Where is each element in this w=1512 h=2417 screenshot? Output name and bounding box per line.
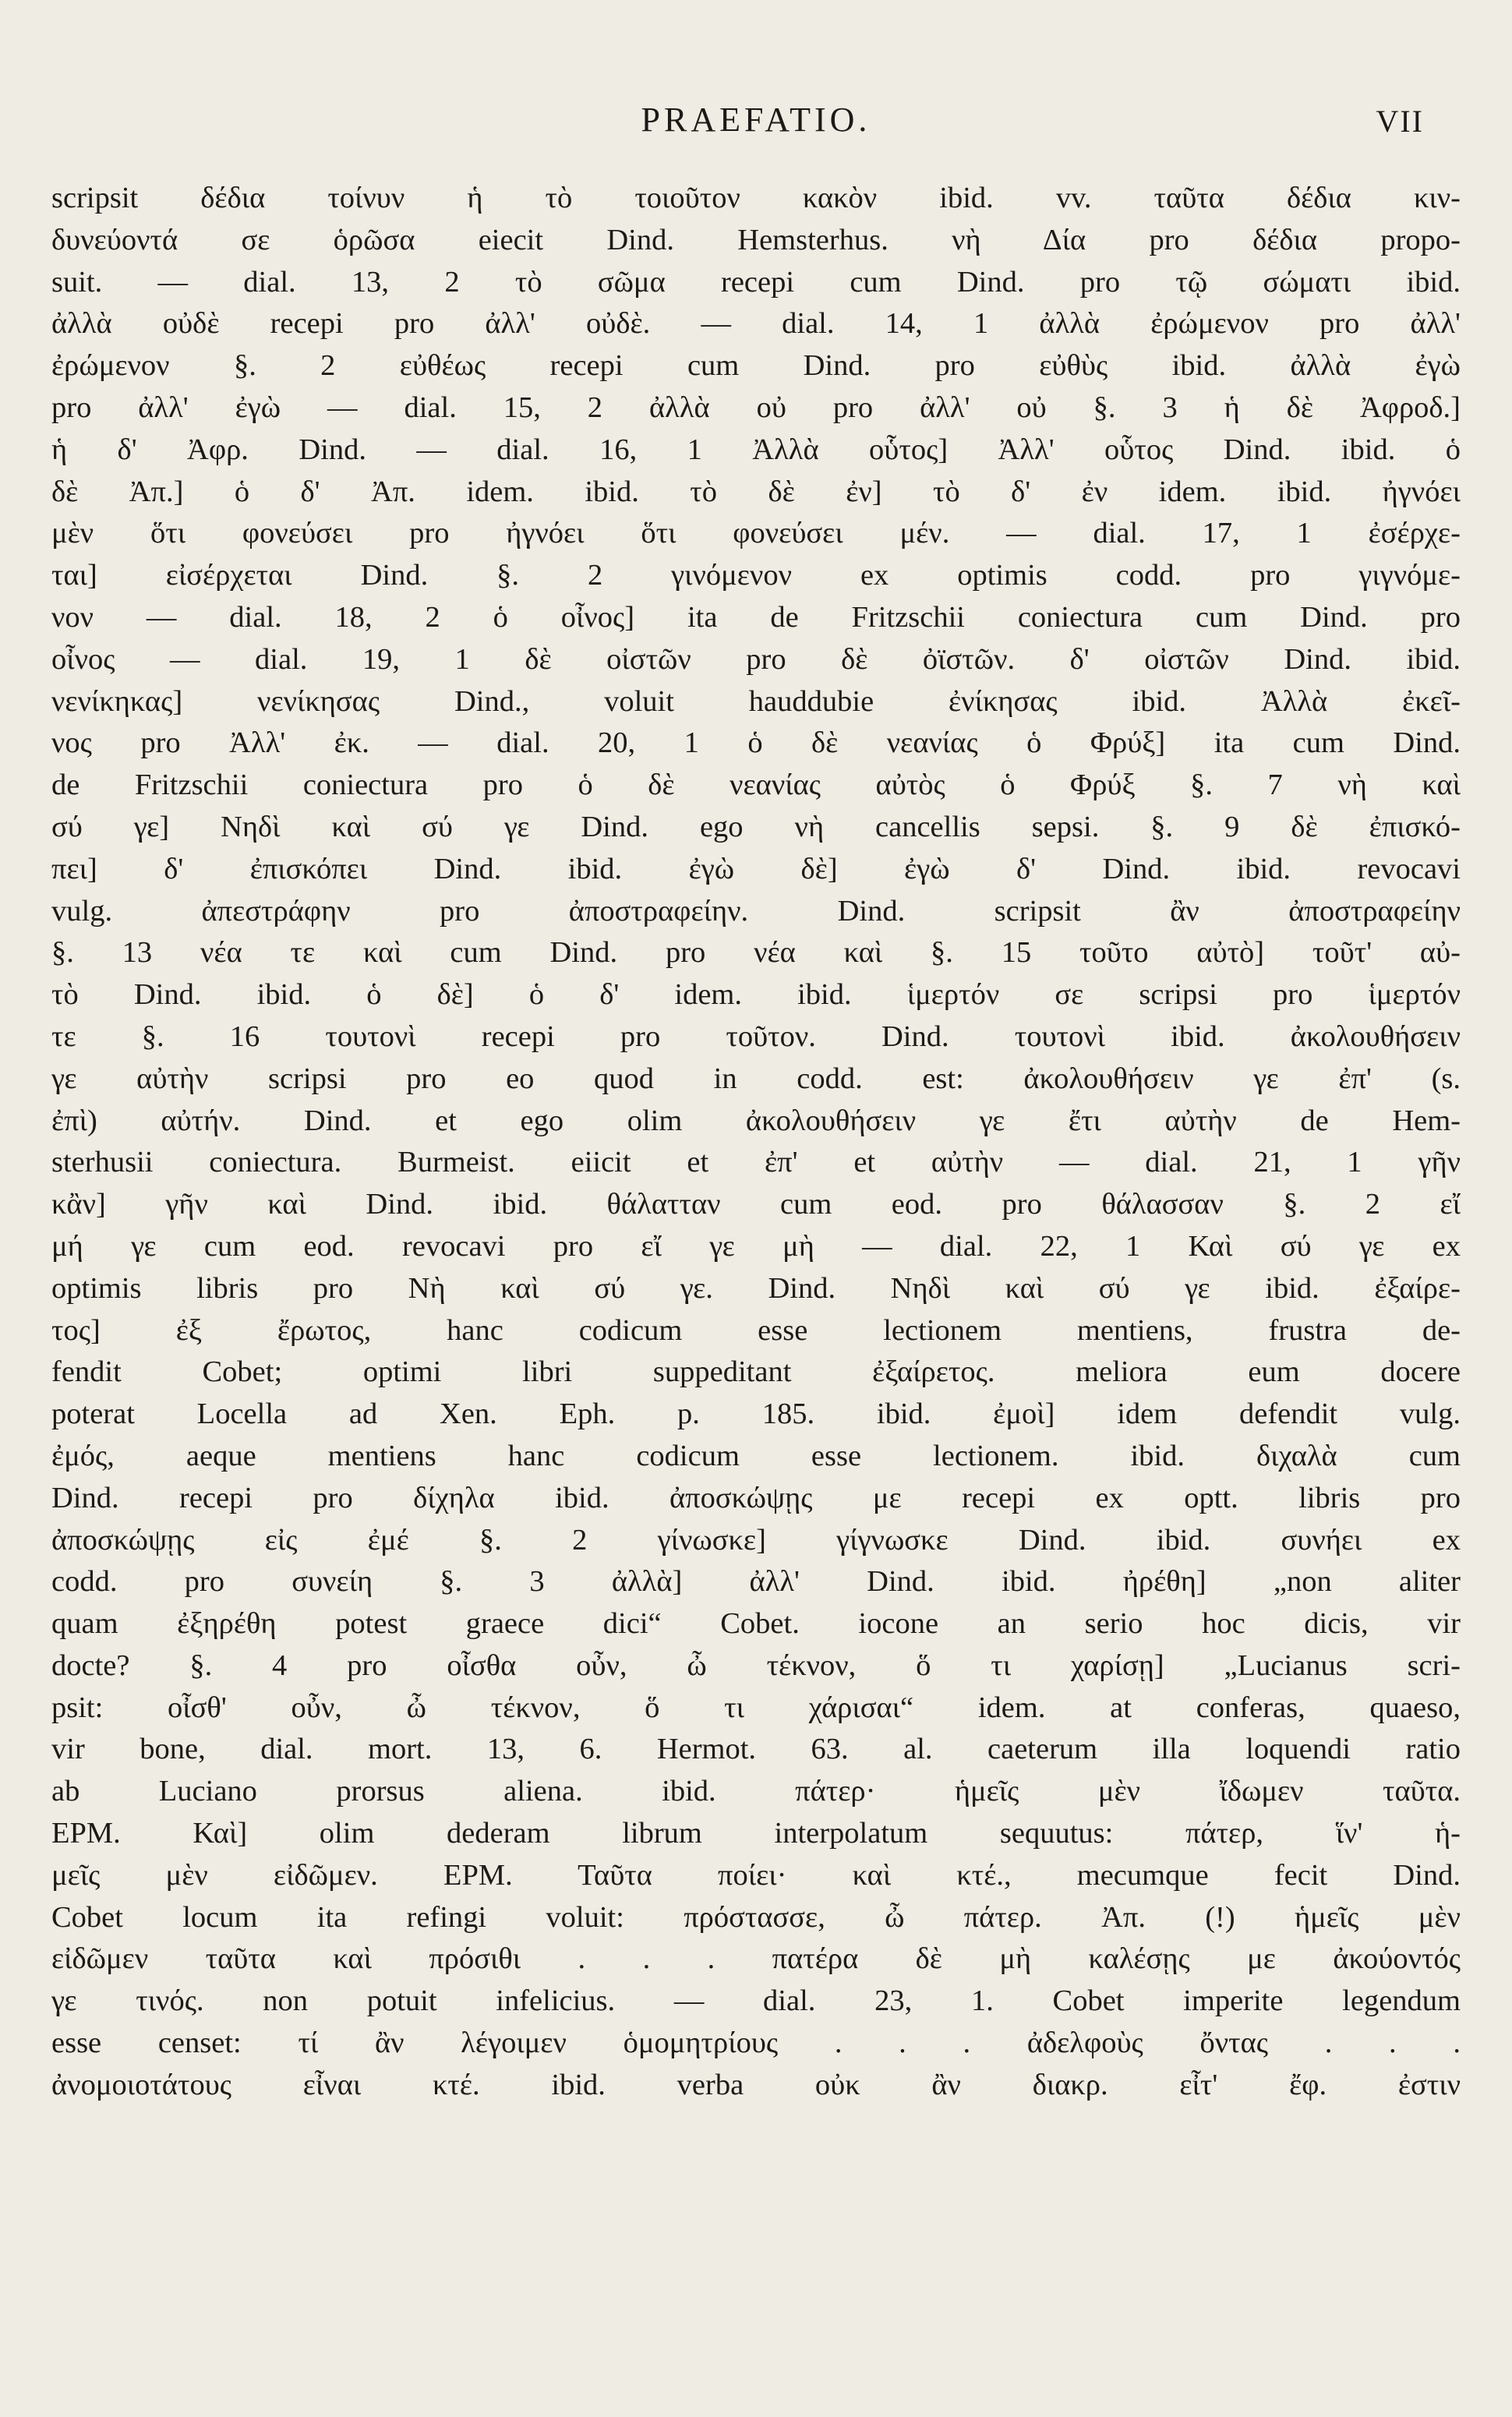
text-line: psit: οἶσθ' οὖν, ὦ τέκνον, ὅ τι χάρισαι“ idem. at conferas, quaeso, [51,1691,1461,1724]
text-line: μὲν ὅτι φονεύσει pro ἠγνόει ὅτι φονεύσει μέν. — dial. 17, 1 ἐσέρχε- [51,517,1461,550]
text-line: δὲ Ἀπ.] ὁ δ' Ἀπ. idem. ibid. τὸ δὲ ἐν] τὸ δ' ἐν idem. ibid. ἠγνόει [51,475,1461,508]
text-line: vir bone, dial. mort. 13, 6. Hermot. 63. al. caeterum illa loquendi ratio [51,1733,1461,1766]
text-line: codd. pro συνείη §. 3 ἀλλὰ] ἀλλ' Dind. ibid. ἠρέθη] „non aliter [51,1565,1461,1599]
text-line: esse censet: τί ἂν λέγοιμεν ὁμομητρίους . . . ἀδελφοὺς ὄντας . . . [51,2027,1461,2060]
text-line: γε τινός. non potuit infelicius. — dial. 23, 1. Cobet imperite legendum [51,1984,1461,2018]
text-line: Cobet locum ita refingi voluit: πρόστασσε, ὦ πάτερ. Ἀπ. (!) ἡμεῖς μὲν [51,1900,1461,1934]
text-line: οἶνος — dial. 19, 1 δὲ οἰστῶν pro δὲ ὀϊστῶν. δ' οἰστῶν Dind. ibid. [51,642,1461,676]
page-number: VII [1376,104,1424,139]
text-line: de Fritzschii coniectura pro ὁ δὲ νεανίας αὐτὸς ὁ Φρύξ §. 7 νὴ καὶ [51,769,1461,802]
text-line: γε αὐτὴν scripsi pro eo quod in codd. est: ἀκολουθήσειν γε ἐπ' (s. [51,1062,1461,1095]
text-line: ται] εἰσέρχεται Dind. §. 2 γινόμενον ex optimis codd. pro γιγνόμε- [51,559,1461,592]
text-line: τὸ Dind. ibid. ὁ δὲ] ὁ δ' idem. ibid. ἱμερτόν σε scripsi pro ἱμερτόν [51,978,1461,1012]
text-line: sterhusii coniectura. Burmeist. eiicit et ἐπ' et αὐτὴν — dial. 21, 1 γῆν [51,1146,1461,1179]
text-line: νον — dial. 18, 2 ὁ οἶνος] ita de Fritzschii coniectura cum Dind. pro [51,600,1461,634]
text-line: μεῖς μὲν εἰδῶμεν. ΕΡΜ. Ταῦτα ποίει· καὶ κτέ., mecumque fecit Dind. [51,1858,1461,1892]
text-line: δυνεύοντά σε ὁρῶσα eiecit Dind. Hemsterhus. νὴ Δία pro δέδια propo- [51,223,1461,256]
text-line: πει] δ' ἐπισκόπει Dind. ibid. ἐγὼ δὲ] ἐγὼ δ' Dind. ibid. revocavi [51,852,1461,885]
text-line: τε §. 16 τουτονὶ recepi pro τοῦτον. Dind. τουτονὶ ibid. ἀκολουθήσειν [51,1019,1461,1053]
text-line: docte? §. 4 pro οἶσθα οὖν, ὦ τέκνον, ὅ τι χαρίσῃ] „Lucianus scri- [51,1648,1461,1682]
text-line: Dind. recepi pro δίχηλα ibid. ἀποσκώψῃς με recepi ex optt. libris pro [51,1481,1461,1514]
text-line: ἐρώμενον §. 2 εὐθέως recepi cum Dind. pro εὐθὺς ibid. ἀλλὰ ἐγὼ [51,349,1461,383]
text-line: ἀποσκώψῃς εἰς ἐμέ §. 2 γίνωσκε] γίγνωσκε Dind. ibid. συνήει ex [51,1523,1461,1557]
text-line: ἐπὶ) αὐτήν. Dind. et ego olim ἀκολουθήσειν γε ἔτι αὐτὴν de Hem- [51,1104,1461,1137]
text-line: κἂν] γῆν καὶ Dind. ibid. θάλατταν cum eod. pro θάλασσαν §. 2 εἴ [51,1188,1461,1221]
running-title: PRAEFATIO. [641,101,871,139]
text-line: vulg. ἀπεστράφην pro ἀποστραφείην. Dind. scripsit ἂν ἀποστραφείην [51,894,1461,928]
text-line: poterat Locella ad Xen. Eph. p. 185. ibid. ἐμοὶ] idem defendit vulg. [51,1398,1461,1431]
text-line: νος pro Ἀλλ' ἐκ. — dial. 20, 1 ὁ δὲ νεανίας ὁ Φρύξ] ita cum Dind. [51,726,1461,760]
text-line: §. 13 νέα τε καὶ cum Dind. pro νέα καὶ §. 15 τοῦτο αὐτὸ] τοῦτ' αὐ- [51,936,1461,970]
text-line: εἰδῶμεν ταῦτα καὶ πρόσιθι . . . πατέρα δὲ μὴ καλέσῃς με ἀκούοντός [51,1942,1461,1976]
text-line: ab Luciano prorsus aliena. ibid. πάτερ· ἡμεῖς μὲν ἴδωμεν ταῦτα. [51,1775,1461,1808]
text-line: ἀλλὰ οὐδὲ recepi pro ἀλλ' οὐδὲ. — dial. 14, 1 ἀλλὰ ἐρώμενον pro ἀλλ' [51,307,1461,341]
text-line: σύ γε] Νηδὶ καὶ σύ γε Dind. ego νὴ cancellis sepsi. §. 9 δὲ ἐπισκό- [51,810,1461,843]
running-head [0,100,1512,147]
text-line: ἐμός, aeque mentiens hanc codicum esse lectionem. ibid. διχαλὰ cum [51,1439,1461,1472]
text-line: pro ἀλλ' ἐγὼ — dial. 15, 2 ἀλλὰ οὐ pro ἀλλ' οὐ §. 3 ἡ δὲ Ἀφροδ.] [51,390,1461,424]
text-line: ΕΡΜ. Καὶ] olim dederam librum interpolatum sequutus: πάτερ, ἵν' ἡ- [51,1817,1461,1850]
text-line: μή γε cum eod. revocavi pro εἴ γε μὴ — dial. 22, 1 Καὶ σύ γε ex [51,1229,1461,1263]
text-line: ἀνομοιοτάτους εἶναι κτέ. ibid. verba οὐκ ἂν διακρ. εἶτ' ἔφ. ἐστιν [51,2068,1461,2101]
body-text [51,178,1461,2107]
text-line: quam ἐξηρέθη potest graece dici“ Cobet. iocone an serio hoc dicis, vir [51,1607,1461,1641]
text-line: ἡ δ' Ἀφρ. Dind. — dial. 16, 1 Ἀλλὰ οὗτος] Ἀλλ' οὗτος Dind. ibid. ὁ [51,433,1461,466]
text-line: fendit Cobet; optimi libri suppeditant ἐξαίρετος. meliora eum docere [51,1355,1461,1389]
text-line: τος] ἐξ ἔρωτος, hanc codicum esse lectionem mentiens, frustra de- [51,1313,1461,1347]
text-line: optimis libris pro Νὴ καὶ σύ γε. Dind. Νηδὶ καὶ σύ γε ibid. ἐξαίρε- [51,1271,1461,1305]
text-line: νενίκηκας] νενίκησας Dind., voluit hauddubie ἐνίκησας ibid. Ἀλλὰ ἐκεῖ- [51,684,1461,718]
text-line: suit. — dial. 13, 2 τὸ σῶμα recepi cum Dind. pro τῷ σώματι ibid. [51,265,1461,299]
text-line: scripsit δέδια τοίνυν ἡ τὸ τοιοῦτον κακὸν ibid. vv. ταῦτα δέδια κιν- [51,182,1461,214]
